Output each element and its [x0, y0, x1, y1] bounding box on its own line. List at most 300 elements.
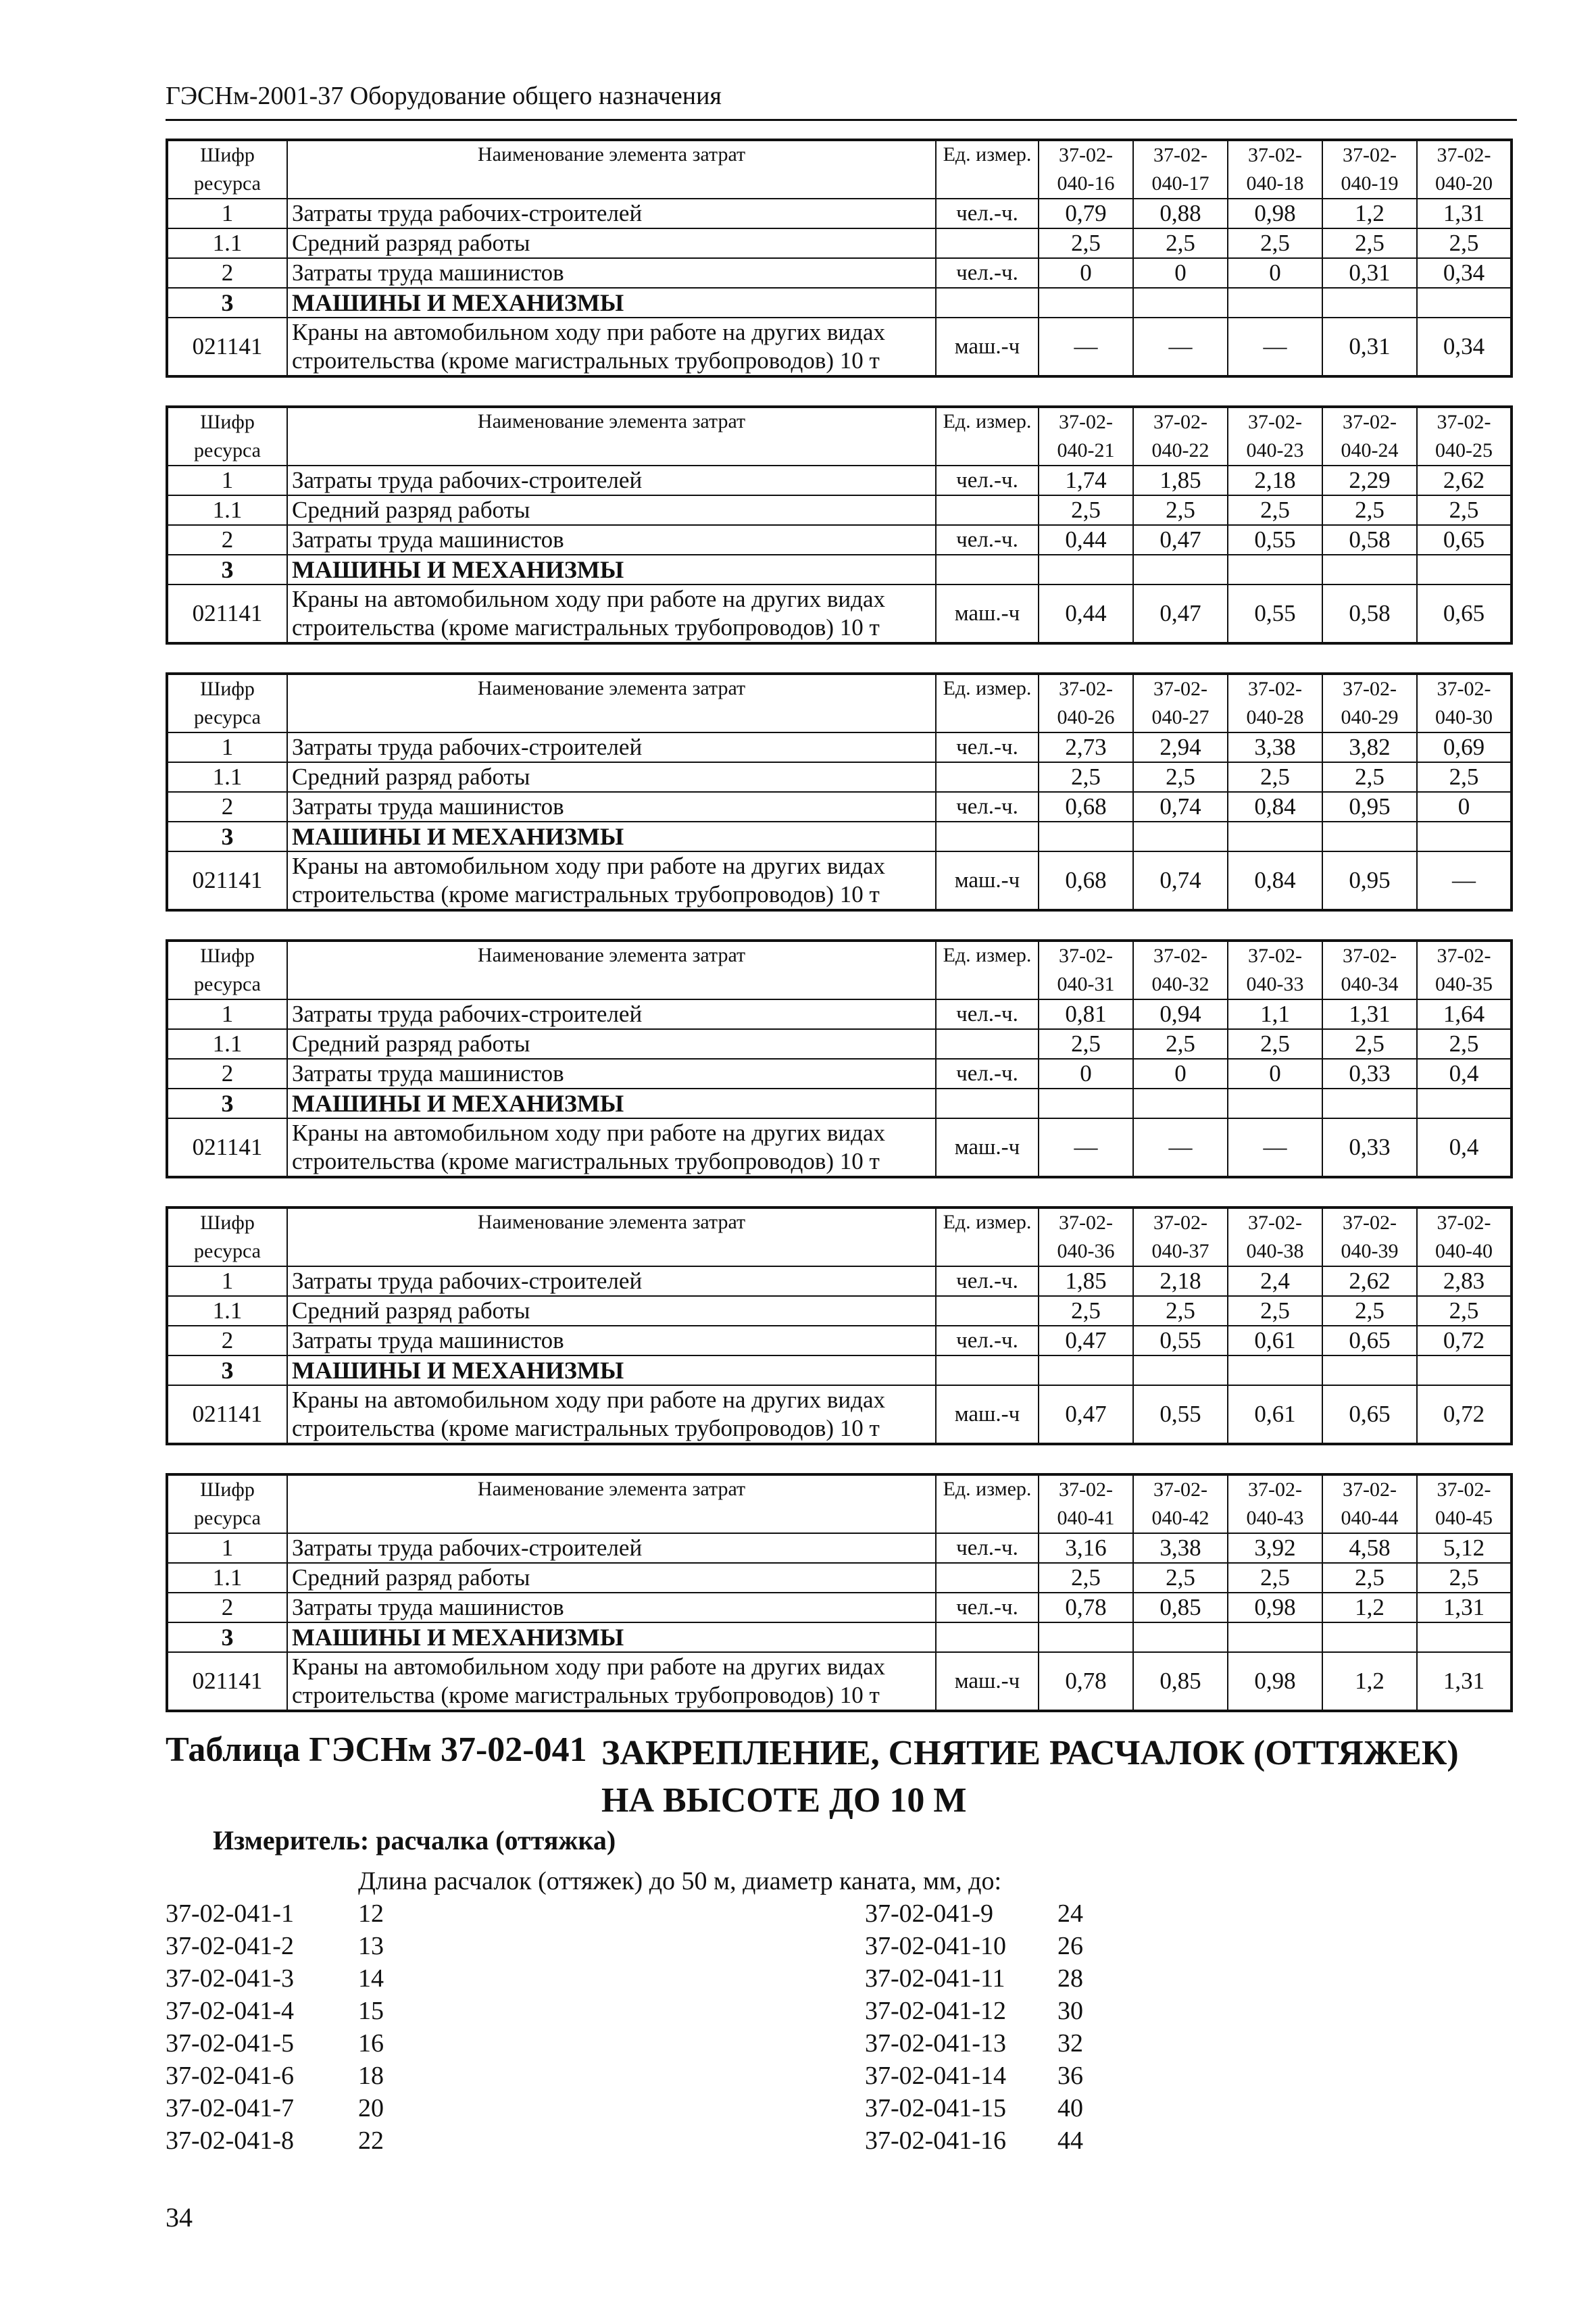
- cost-value: 4,58: [1322, 1533, 1417, 1563]
- cost-value: 2,5: [1417, 495, 1512, 525]
- table-title: ЗАКРЕПЛЕНИЕ, СНЯТИЕ РАСЧАЛОК (ОТТЯЖЕК) НА ВЫСОТЕ ДО 10 М: [601, 1734, 1459, 1820]
- cost-value: [1322, 288, 1417, 318]
- cost-value: [1133, 1355, 1228, 1385]
- cost-value: 2,5: [1133, 495, 1228, 525]
- table-row: [167, 851, 1512, 910]
- norm-code: 37-02-041-2: [166, 1932, 294, 1960]
- rope-diameter-value: 14: [358, 1964, 384, 1993]
- cost-value: 2,5: [1133, 228, 1228, 258]
- unit-of-measure: чел.-ч.: [936, 1266, 1039, 1296]
- unit-of-measure: чел.-ч.: [936, 466, 1039, 495]
- norm-code-header: 37-02-040-38: [1228, 1208, 1322, 1266]
- unit-of-measure: чел.-ч.: [936, 1326, 1039, 1355]
- cost-value: 2,5: [1417, 228, 1512, 258]
- norm-code-header: 37-02-040-36: [1039, 1208, 1133, 1266]
- cost-value: 2,5: [1417, 1296, 1512, 1326]
- unit-of-measure: [936, 1029, 1039, 1059]
- cost-element-name: Затраты труда рабочих-строителей: [287, 466, 936, 495]
- resource-code: 1.1: [167, 762, 287, 792]
- norm-code-header: 37-02-040-35: [1417, 941, 1512, 999]
- resource-code: 1: [167, 466, 287, 495]
- unit-of-measure: чел.-ч.: [936, 999, 1039, 1029]
- cost-value: [1228, 555, 1322, 584]
- header-unit: Ед. измер.: [936, 1208, 1039, 1266]
- norm-code-header: 37-02-040-37: [1133, 1208, 1228, 1266]
- norm-code-header: 37-02-040-31: [1039, 941, 1133, 999]
- cost-element-name: Затраты труда машинистов: [287, 792, 936, 822]
- cost-value: [1322, 822, 1417, 851]
- table-row: [167, 258, 1512, 288]
- cost-element-name: Краны на автомобильном ходу при работе на других видах строительства (кроме магистральных трубопроводов) 10 т: [287, 851, 936, 910]
- resource-code: 1.1: [167, 1563, 287, 1593]
- resource-code: 1.1: [167, 228, 287, 258]
- cost-value: 0,98: [1228, 1593, 1322, 1622]
- cost-value: —: [1228, 1118, 1322, 1177]
- header-resource-code: Шифр ресурса: [167, 674, 287, 732]
- cost-element-name: Затраты труда машинистов: [287, 525, 936, 555]
- unit-of-measure: [936, 288, 1039, 318]
- cost-value: 0,31: [1322, 318, 1417, 376]
- cost-value: [1417, 1089, 1512, 1118]
- cost-value: 2,5: [1039, 495, 1133, 525]
- rope-diameter-value: 30: [1057, 1997, 1083, 2025]
- unit-of-measure: маш.-ч: [936, 584, 1039, 643]
- norm-code-header: 37-02-040-21: [1039, 407, 1133, 466]
- cost-value: 0: [1417, 792, 1512, 822]
- cost-value: [1228, 288, 1322, 318]
- cost-value: 0,34: [1417, 318, 1512, 376]
- unit-of-measure: маш.-ч: [936, 318, 1039, 376]
- norm-code: 37-02-041-5: [166, 2029, 294, 2058]
- cost-value: [1228, 1622, 1322, 1652]
- unit-of-measure: маш.-ч: [936, 1385, 1039, 1444]
- cost-value: —: [1039, 318, 1133, 376]
- norm-code-header: 37-02-040-45: [1417, 1474, 1512, 1533]
- measurement-unit: Измеритель: расчалка (оттяжка): [213, 1825, 616, 1856]
- unit-of-measure: [936, 1296, 1039, 1326]
- table-row: [167, 1059, 1512, 1089]
- cost-value: 0,79: [1039, 199, 1133, 228]
- cost-element-name: Затраты труда рабочих-строителей: [287, 1533, 936, 1563]
- cost-value: 0: [1039, 1059, 1133, 1089]
- unit-of-measure: [936, 1563, 1039, 1593]
- norm-code-row: [865, 1962, 1083, 1995]
- cost-element-name: Затраты труда машинистов: [287, 1059, 936, 1089]
- norm-code-header: 37-02-040-39: [1322, 1208, 1417, 1266]
- norm-code: 37-02-041-11: [865, 1964, 1005, 1993]
- norm-code-row: [166, 2027, 384, 2060]
- cost-value: [1039, 1622, 1133, 1652]
- resource-code: 021141: [167, 1118, 287, 1177]
- cost-element-name: Затраты труда рабочих-строителей: [287, 199, 936, 228]
- norm-code-header: 37-02-040-17: [1133, 140, 1228, 199]
- cost-value: 2,5: [1039, 1563, 1133, 1593]
- cost-value: 2,5: [1133, 1563, 1228, 1593]
- cost-element-name: Краны на автомобильном ходу при работе на других видах строительства (кроме магистральных трубопроводов) 10 т: [287, 1118, 936, 1177]
- cost-value: 0,74: [1133, 792, 1228, 822]
- header-cost-name: Наименование элемента затрат: [287, 140, 936, 199]
- cost-value: [1417, 1622, 1512, 1652]
- cost-value: 2,5: [1322, 1029, 1417, 1059]
- cost-value: 0,72: [1417, 1326, 1512, 1355]
- cost-value: [1133, 822, 1228, 851]
- resource-code: 3: [167, 1089, 287, 1118]
- cost-value: [1417, 288, 1512, 318]
- cost-value: 1,85: [1039, 1266, 1133, 1296]
- table-row: [167, 288, 1512, 318]
- cost-value: 2,5: [1039, 228, 1133, 258]
- cost-value: 2,5: [1322, 1296, 1417, 1326]
- norm-code-row: [865, 2092, 1083, 2124]
- resource-code: 2: [167, 1593, 287, 1622]
- unit-of-measure: [936, 495, 1039, 525]
- cost-value: 0,65: [1417, 584, 1512, 643]
- resource-code: 2: [167, 1326, 287, 1355]
- table-row: [167, 1266, 1512, 1296]
- cost-value: 2,5: [1228, 1029, 1322, 1059]
- unit-of-measure: [936, 822, 1039, 851]
- cost-value: 2,5: [1228, 228, 1322, 258]
- cost-value: 2,5: [1133, 762, 1228, 792]
- norm-code-header: 37-02-040-16: [1039, 140, 1133, 199]
- unit-of-measure: [936, 1622, 1039, 1652]
- cost-value: 0,55: [1228, 584, 1322, 643]
- cost-value: 1,85: [1133, 466, 1228, 495]
- cost-value: 2,5: [1322, 228, 1417, 258]
- cost-value: 2,18: [1228, 466, 1322, 495]
- cost-element-name: МАШИНЫ И МЕХАНИЗМЫ: [287, 1355, 936, 1385]
- cost-value: 2,5: [1228, 762, 1322, 792]
- resource-code: 1: [167, 999, 287, 1029]
- norm-code-row: [166, 2124, 384, 2157]
- cost-value: 0,68: [1039, 851, 1133, 910]
- cost-value: 2,62: [1322, 1266, 1417, 1296]
- header-cost-name: Наименование элемента затрат: [287, 674, 936, 732]
- table-row: [167, 1563, 1512, 1593]
- cost-value: 1,31: [1417, 1652, 1512, 1711]
- rope-diameter-value: 44: [1057, 2126, 1083, 2155]
- norm-code: 37-02-041-7: [166, 2094, 294, 2122]
- cost-value: 0,47: [1039, 1326, 1133, 1355]
- cost-element-name: Затраты труда рабочих-строителей: [287, 732, 936, 762]
- cost-value: —: [1039, 1118, 1133, 1177]
- table-row: [167, 466, 1512, 495]
- cost-value: 1,2: [1322, 199, 1417, 228]
- cost-value: 3,38: [1133, 1533, 1228, 1563]
- cost-value: 2,5: [1133, 1029, 1228, 1059]
- cost-value: 0,72: [1417, 1385, 1512, 1444]
- cost-value: 2,5: [1228, 1563, 1322, 1593]
- table-row: [167, 1089, 1512, 1118]
- cost-element-name: Краны на автомобильном ходу при работе на других видах строительства (кроме магистральных трубопроводов) 10 т: [287, 318, 936, 376]
- table-row: [167, 1326, 1512, 1355]
- cost-value: —: [1133, 318, 1228, 376]
- cost-value: [1417, 555, 1512, 584]
- rope-diameter-value: 36: [1057, 2062, 1083, 2090]
- header-cost-name: Наименование элемента затрат: [287, 407, 936, 466]
- rope-diameter-value: 20: [358, 2094, 384, 2122]
- table-row: [167, 792, 1512, 822]
- cost-element-name: Краны на автомобильном ходу при работе на других видах строительства (кроме магистральных трубопроводов) 10 т: [287, 1652, 936, 1711]
- table-row: [167, 762, 1512, 792]
- resource-code: 021141: [167, 318, 287, 376]
- table-row: [167, 1385, 1512, 1444]
- norm-code: 37-02-041-14: [865, 2062, 1006, 2090]
- norm-code-header: 37-02-040-40: [1417, 1208, 1512, 1266]
- cost-value: 0,65: [1322, 1385, 1417, 1444]
- cost-element-name: Затраты труда машинистов: [287, 1593, 936, 1622]
- cost-element-name: МАШИНЫ И МЕХАНИЗМЫ: [287, 555, 936, 584]
- norm-code-row: [166, 2092, 384, 2124]
- cost-value: 0,85: [1133, 1593, 1228, 1622]
- resource-table: [166, 939, 1513, 1178]
- norm-code-header: 37-02-040-44: [1322, 1474, 1417, 1533]
- cost-element-name: МАШИНЫ И МЕХАНИЗМЫ: [287, 1089, 936, 1118]
- cost-value: 0,61: [1228, 1326, 1322, 1355]
- cost-value: 0,98: [1228, 199, 1322, 228]
- resource-code: 1.1: [167, 1296, 287, 1326]
- table-header-row: [167, 674, 1512, 732]
- unit-of-measure: чел.-ч.: [936, 1059, 1039, 1089]
- norm-code-header: 37-02-040-19: [1322, 140, 1417, 199]
- cost-value: 0,58: [1322, 584, 1417, 643]
- unit-of-measure: чел.-ч.: [936, 525, 1039, 555]
- cost-value: 0: [1133, 258, 1228, 288]
- norm-code-row: [865, 2060, 1083, 2092]
- cost-element-name: Затраты труда рабочих-строителей: [287, 1266, 936, 1296]
- rope-diameter-value: 12: [358, 1899, 384, 1928]
- rope-diameter-value: 18: [358, 2062, 384, 2090]
- cost-value: 0: [1228, 258, 1322, 288]
- norm-code-header: 37-02-040-29: [1322, 674, 1417, 732]
- cost-value: [1039, 822, 1133, 851]
- cost-value: 0,81: [1039, 999, 1133, 1029]
- norm-code-header: 37-02-040-34: [1322, 941, 1417, 999]
- cost-value: 0,4: [1417, 1118, 1512, 1177]
- cost-value: 3,82: [1322, 732, 1417, 762]
- cost-value: [1039, 288, 1133, 318]
- cost-value: 0,98: [1228, 1652, 1322, 1711]
- cost-value: [1322, 1089, 1417, 1118]
- cost-element-name: Средний разряд работы: [287, 228, 936, 258]
- norm-code-header: 37-02-040-42: [1133, 1474, 1228, 1533]
- unit-of-measure: [936, 228, 1039, 258]
- cost-value: 0,47: [1133, 584, 1228, 643]
- rope-diameter-value: 13: [358, 1932, 384, 1960]
- norm-code-header: 37-02-040-22: [1133, 407, 1228, 466]
- resource-code: 3: [167, 1355, 287, 1385]
- cost-value: 0,74: [1133, 851, 1228, 910]
- resource-table: [166, 1473, 1513, 1712]
- resource-code: 3: [167, 1622, 287, 1652]
- cost-value: 1,31: [1417, 1593, 1512, 1622]
- header-resource-code: Шифр ресурса: [167, 941, 287, 999]
- unit-of-measure: чел.-ч.: [936, 1533, 1039, 1563]
- cost-value: 0,95: [1322, 851, 1417, 910]
- table-row: [167, 1533, 1512, 1563]
- table-row: [167, 525, 1512, 555]
- cost-value: 0,58: [1322, 525, 1417, 555]
- cost-element-name: Средний разряд работы: [287, 1296, 936, 1326]
- norm-code: 37-02-041-4: [166, 1997, 294, 2025]
- cost-value: 0,84: [1228, 792, 1322, 822]
- norm-code-row: [865, 2027, 1083, 2060]
- cost-value: [1039, 1089, 1133, 1118]
- cost-value: 2,83: [1417, 1266, 1512, 1296]
- cost-value: [1228, 1355, 1322, 1385]
- rope-diameter-value: 15: [358, 1997, 384, 2025]
- table-header-row: [167, 1474, 1512, 1533]
- cost-value: 2,5: [1133, 1296, 1228, 1326]
- rope-diameter-value: 40: [1057, 2094, 1083, 2122]
- cost-value: 2,18: [1133, 1266, 1228, 1296]
- cost-value: [1133, 1089, 1228, 1118]
- cost-value: 0,68: [1039, 792, 1133, 822]
- norm-code-header: 37-02-040-33: [1228, 941, 1322, 999]
- cost-element-name: Затраты труда рабочих-строителей: [287, 999, 936, 1029]
- cost-value: 2,5: [1039, 1029, 1133, 1059]
- cost-value: 2,5: [1039, 1296, 1133, 1326]
- resource-code: 2: [167, 525, 287, 555]
- table-header-row: [167, 140, 1512, 199]
- table-row: [167, 1118, 1512, 1177]
- resource-code: 2: [167, 1059, 287, 1089]
- table-row: [167, 1355, 1512, 1385]
- cost-value: [1228, 822, 1322, 851]
- unit-of-measure: [936, 1089, 1039, 1118]
- cost-value: —: [1133, 1118, 1228, 1177]
- norm-code: 37-02-041-16: [865, 2126, 1006, 2155]
- header-unit: Ед. измер.: [936, 941, 1039, 999]
- cost-value: 0,95: [1322, 792, 1417, 822]
- cost-value: 1,31: [1322, 999, 1417, 1029]
- header-resource-code: Шифр ресурса: [167, 1208, 287, 1266]
- cost-value: [1039, 1355, 1133, 1385]
- cost-value: 1,74: [1039, 466, 1133, 495]
- cost-value: 0,65: [1417, 525, 1512, 555]
- cost-value: 0,69: [1417, 732, 1512, 762]
- norm-code-row: [865, 2124, 1083, 2157]
- norm-description: Длина расчалок (оттяжек) до 50 м, диаметр каната, мм, до:: [358, 1867, 1002, 1895]
- unit-of-measure: [936, 1355, 1039, 1385]
- norm-code-row: [166, 1897, 384, 1930]
- header-cost-name: Наименование элемента затрат: [287, 941, 936, 999]
- cost-value: 0,84: [1228, 851, 1322, 910]
- cost-value: 0,61: [1228, 1385, 1322, 1444]
- table-row: [167, 318, 1512, 376]
- header-resource-code: Шифр ресурса: [167, 140, 287, 199]
- cost-value: [1417, 822, 1512, 851]
- cost-value: 0: [1133, 1059, 1228, 1089]
- cost-element-name: МАШИНЫ И МЕХАНИЗМЫ: [287, 1622, 936, 1652]
- cost-value: 0,33: [1322, 1059, 1417, 1089]
- cost-value: [1322, 1622, 1417, 1652]
- table-row: [167, 1652, 1512, 1711]
- unit-of-measure: чел.-ч.: [936, 199, 1039, 228]
- resource-code: 3: [167, 555, 287, 584]
- table-row: [167, 822, 1512, 851]
- cost-value: 2,73: [1039, 732, 1133, 762]
- resource-table: [166, 672, 1513, 912]
- header-resource-code: Шифр ресурса: [167, 1474, 287, 1533]
- resource-code: 021141: [167, 1385, 287, 1444]
- norm-code-header: 37-02-040-24: [1322, 407, 1417, 466]
- page-number: 34: [166, 2202, 193, 2233]
- cost-value: 2,5: [1417, 762, 1512, 792]
- table-row: [167, 199, 1512, 228]
- unit-of-measure: [936, 555, 1039, 584]
- cost-value: [1133, 555, 1228, 584]
- cost-value: [1417, 1355, 1512, 1385]
- table-label: Таблица ГЭСНм 37-02-041: [166, 1731, 587, 1769]
- norm-code-row: [166, 1962, 384, 1995]
- norm-code-row: [865, 1930, 1083, 1962]
- resource-code: 3: [167, 288, 287, 318]
- cost-element-name: МАШИНЫ И МЕХАНИЗМЫ: [287, 822, 936, 851]
- cost-value: 1,2: [1322, 1593, 1417, 1622]
- table-header-row: [167, 941, 1512, 999]
- cost-value: 2,5: [1322, 1563, 1417, 1593]
- unit-of-measure: маш.-ч: [936, 1652, 1039, 1711]
- norm-code: 37-02-041-15: [865, 2094, 1006, 2122]
- table-row: [167, 584, 1512, 643]
- norm-code: 37-02-041-1: [166, 1899, 294, 1928]
- cost-value: [1322, 1355, 1417, 1385]
- cost-value: 1,1: [1228, 999, 1322, 1029]
- rope-diameter-value: 24: [1057, 1899, 1083, 1928]
- norm-code: 37-02-041-6: [166, 2062, 294, 2090]
- table-row: [167, 732, 1512, 762]
- resource-table: [166, 405, 1513, 645]
- unit-of-measure: чел.-ч.: [936, 792, 1039, 822]
- unit-of-measure: [936, 762, 1039, 792]
- resource-code: 1: [167, 1533, 287, 1563]
- norm-code-header: 37-02-040-27: [1133, 674, 1228, 732]
- resource-code: 1: [167, 732, 287, 762]
- cost-value: 2,62: [1417, 466, 1512, 495]
- cost-value: 2,5: [1417, 1563, 1512, 1593]
- norm-code-header: 37-02-040-23: [1228, 407, 1322, 466]
- rope-diameter-value: 28: [1057, 1964, 1083, 1993]
- norm-code-header: 37-02-040-20: [1417, 140, 1512, 199]
- cost-value: 0,34: [1417, 258, 1512, 288]
- cost-value: 2,5: [1417, 1029, 1512, 1059]
- header-rule: [166, 119, 1517, 121]
- cost-value: 0,65: [1322, 1326, 1417, 1355]
- cost-value: 2,94: [1133, 732, 1228, 762]
- unit-of-measure: чел.-ч.: [936, 1593, 1039, 1622]
- unit-of-measure: чел.-ч.: [936, 258, 1039, 288]
- resource-code: 021141: [167, 1652, 287, 1711]
- resource-code: 1.1: [167, 1029, 287, 1059]
- norm-code-row: [166, 1995, 384, 2027]
- cost-value: 3,92: [1228, 1533, 1322, 1563]
- cost-value: 2,4: [1228, 1266, 1322, 1296]
- cost-element-name: Краны на автомобильном ходу при работе на других видах строительства (кроме магистральных трубопроводов) 10 т: [287, 584, 936, 643]
- cost-value: 0,47: [1133, 525, 1228, 555]
- cost-value: 5,12: [1417, 1533, 1512, 1563]
- cost-value: 0,47: [1039, 1385, 1133, 1444]
- cost-value: 0: [1228, 1059, 1322, 1089]
- cost-value: 2,5: [1039, 762, 1133, 792]
- resource-code: 2: [167, 258, 287, 288]
- cost-value: 0,33: [1322, 1118, 1417, 1177]
- cost-value: 0,78: [1039, 1593, 1133, 1622]
- resource-code: 1: [167, 1266, 287, 1296]
- header-unit: Ед. измер.: [936, 407, 1039, 466]
- cost-element-name: Затраты труда машинистов: [287, 258, 936, 288]
- norm-code: 37-02-041-9: [865, 1899, 993, 1928]
